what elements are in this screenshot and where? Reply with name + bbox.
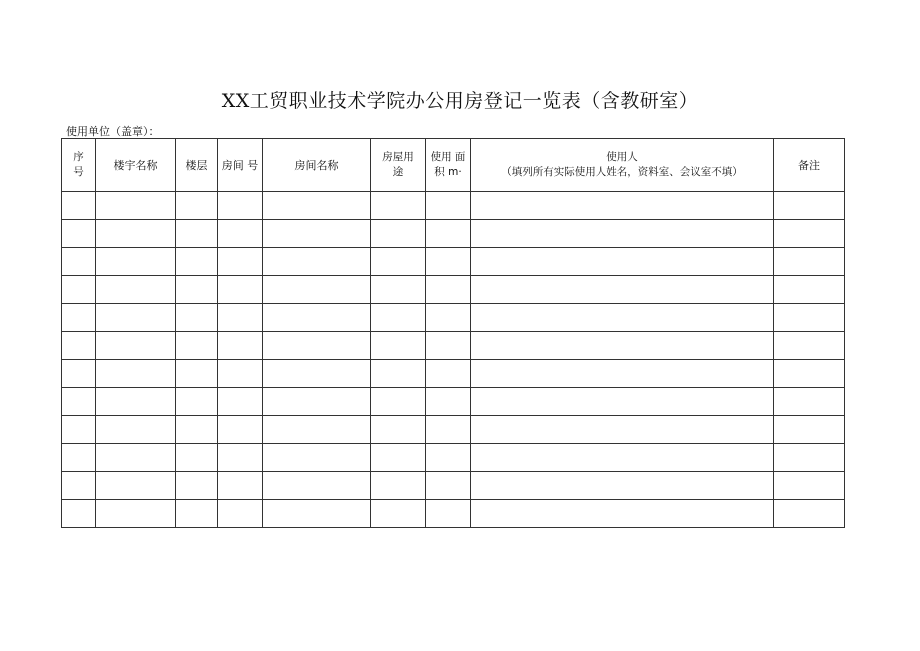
cell-building[interactable] [96,388,176,416]
cell-seq[interactable] [62,220,96,248]
cell-building[interactable] [96,248,176,276]
cell-room-name[interactable] [263,472,371,500]
cell-room-name[interactable] [263,388,371,416]
cell-building[interactable] [96,304,176,332]
cell-floor[interactable] [176,416,218,444]
register-body [62,192,845,528]
table-row [62,220,845,248]
table-row [62,500,845,528]
cell-room-no[interactable] [218,304,263,332]
table-row [62,304,845,332]
table-row [62,192,845,220]
header-area-line2: 积 m· [434,166,462,178]
header-user-line1: 使用人 [606,151,638,163]
table-row [62,332,845,360]
cell-room-name[interactable] [263,248,371,276]
cell-area[interactable] [426,220,471,248]
cell-seq[interactable] [62,500,96,528]
table-row [62,472,845,500]
cell-usage[interactable] [371,192,426,220]
cell-usage[interactable] [371,220,426,248]
cell-room-name[interactable] [263,360,371,388]
cell-remark[interactable] [774,360,845,388]
header-seq-line1: 序 [73,151,84,163]
cell-room-no[interactable] [218,444,263,472]
cell-user[interactable] [471,416,774,444]
table-row [62,276,845,304]
cell-room-name[interactable] [263,276,371,304]
cell-remark[interactable] [774,416,845,444]
cell-building[interactable] [96,276,176,304]
cell-remark[interactable] [774,276,845,304]
cell-area[interactable] [426,360,471,388]
header-floor: 楼层 [176,139,218,192]
cell-seq[interactable] [62,472,96,500]
cell-user[interactable] [471,360,774,388]
cell-remark[interactable] [774,220,845,248]
cell-building[interactable] [96,472,176,500]
cell-room-no[interactable] [218,416,263,444]
cell-user[interactable] [471,304,774,332]
cell-seq[interactable] [62,248,96,276]
cell-building[interactable] [96,332,176,360]
header-room-name: 房间名称 [263,139,371,192]
cell-room-no[interactable] [218,248,263,276]
document-title: XX工贸职业技术学院办公用房登记一览表（含教研室） [221,90,699,112]
cell-room-name[interactable] [263,444,371,472]
cell-usage[interactable] [371,332,426,360]
cell-floor[interactable] [176,304,218,332]
cell-floor[interactable] [176,360,218,388]
header-usage [371,139,426,192]
cell-usage[interactable] [371,276,426,304]
cell-remark[interactable] [774,332,845,360]
cell-room-name[interactable] [263,332,371,360]
cell-remark[interactable] [774,248,845,276]
cell-user[interactable] [471,332,774,360]
cell-user[interactable] [471,192,774,220]
cell-area[interactable] [426,332,471,360]
cell-remark[interactable] [774,304,845,332]
cell-building[interactable] [96,444,176,472]
cell-building[interactable] [96,360,176,388]
cell-building[interactable] [96,416,176,444]
cell-remark[interactable] [774,388,845,416]
cell-remark[interactable] [774,472,845,500]
cell-area[interactable] [426,472,471,500]
cell-floor[interactable] [176,248,218,276]
cell-seq[interactable] [62,388,96,416]
cell-room-name[interactable] [263,220,371,248]
cell-room-no[interactable] [218,360,263,388]
table-row [62,444,845,472]
header-area [426,139,471,192]
cell-floor[interactable] [176,192,218,220]
header-usage-line1: 房屋用 [382,151,414,163]
cell-seq[interactable] [62,444,96,472]
cell-floor[interactable] [176,388,218,416]
table-row [62,248,845,276]
table-row [62,360,845,388]
cell-area[interactable] [426,444,471,472]
table-row [62,416,845,444]
cell-usage[interactable] [371,500,426,528]
cell-usage[interactable] [371,360,426,388]
header-seq-line2: 号 [73,166,84,178]
cell-usage[interactable] [371,248,426,276]
cell-area[interactable] [426,304,471,332]
cell-seq[interactable] [62,304,96,332]
cell-usage[interactable] [371,388,426,416]
cell-building[interactable] [96,500,176,528]
cell-floor[interactable] [176,444,218,472]
cell-room-name[interactable] [263,304,371,332]
header-user [471,139,774,192]
cell-user[interactable] [471,276,774,304]
cell-user[interactable] [471,472,774,500]
cell-room-name[interactable] [263,416,371,444]
cell-room-no[interactable] [218,220,263,248]
cell-user[interactable] [471,220,774,248]
cell-user[interactable] [471,388,774,416]
cell-building[interactable] [96,220,176,248]
cell-seq[interactable] [62,332,96,360]
header-row [62,139,845,192]
cell-floor[interactable] [176,472,218,500]
cell-seq[interactable] [62,276,96,304]
cell-area[interactable] [426,276,471,304]
cell-remark[interactable] [774,444,845,472]
cell-room-name[interactable] [263,192,371,220]
unit-line [66,123,288,139]
cell-room-name[interactable] [263,500,371,528]
cell-usage[interactable] [371,472,426,500]
cell-area[interactable] [426,416,471,444]
cell-floor[interactable] [176,500,218,528]
header-remark: 备注 [774,139,845,192]
cell-area[interactable] [426,248,471,276]
cell-floor[interactable] [176,332,218,360]
cell-floor[interactable] [176,276,218,304]
cell-area[interactable] [426,192,471,220]
cell-seq[interactable] [62,416,96,444]
unit-label: 使用单位（盖章）： [66,125,160,138]
table-row [62,388,845,416]
cell-usage[interactable] [371,416,426,444]
cell-user[interactable] [471,248,774,276]
cell-room-no[interactable] [218,388,263,416]
header-usage-line2: 途 [392,166,404,178]
header-area-line1: 使用 面 [430,151,466,163]
cell-room-no[interactable] [218,276,263,304]
header-user-line2: （填列所有实际使用人姓名，资料室、会议室不填） [501,166,743,178]
header-building: 楼宇名称 [96,139,176,192]
register-table [61,138,845,528]
cell-room-no[interactable] [218,500,263,528]
header-room-no: 房间 号 [218,139,263,192]
cell-seq[interactable] [62,360,96,388]
cell-building[interactable] [96,192,176,220]
cell-remark[interactable] [774,192,845,220]
cell-room-no[interactable] [218,192,263,220]
cell-floor[interactable] [176,220,218,248]
cell-room-no[interactable] [218,472,263,500]
cell-seq[interactable] [62,192,96,220]
header-seq [62,139,96,192]
cell-area[interactable] [426,388,471,416]
cell-room-no[interactable] [218,332,263,360]
cell-user[interactable] [471,500,774,528]
cell-remark[interactable] [774,500,845,528]
cell-user[interactable] [471,444,774,472]
cell-usage[interactable] [371,304,426,332]
cell-area[interactable] [426,500,471,528]
cell-usage[interactable] [371,444,426,472]
